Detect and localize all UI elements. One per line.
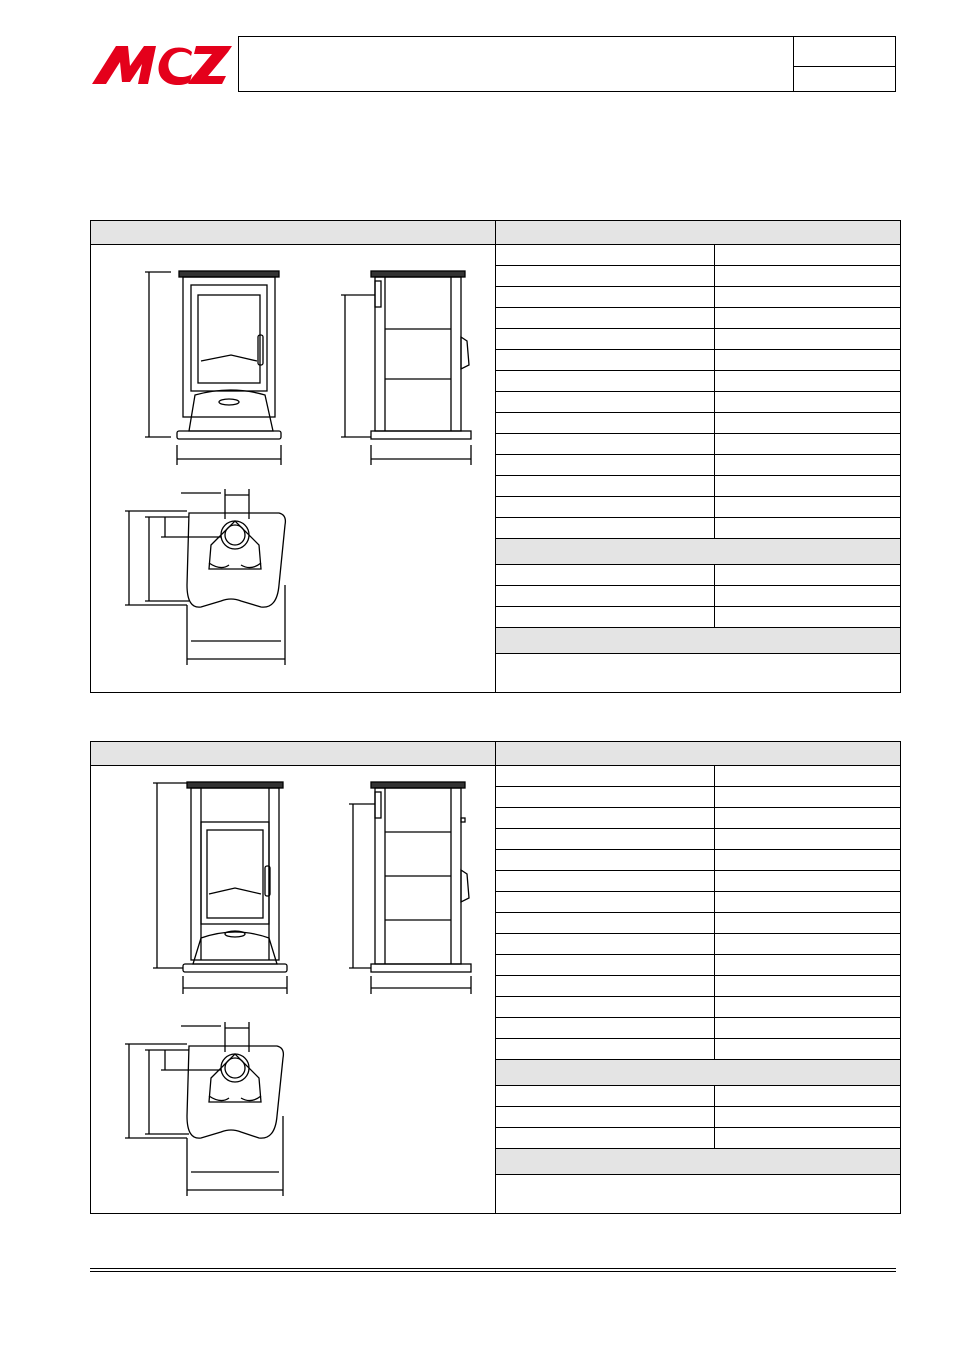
spec-label [496, 413, 715, 433]
drawing-header [91, 221, 496, 245]
spec-table-1 [496, 245, 900, 694]
drawing-header [91, 742, 496, 766]
spec-label [496, 329, 715, 349]
spec-value [715, 607, 900, 633]
spec-row [496, 1107, 900, 1128]
spec-header [496, 742, 900, 766]
logo-text: MCZ [92, 44, 95, 45]
spec-label [496, 371, 715, 391]
spec-label [496, 1039, 715, 1059]
stove-drawing-2 [91, 766, 495, 1214]
spec-label [496, 392, 715, 412]
spec-row [496, 1018, 900, 1039]
spec-label [496, 808, 715, 828]
spec-row [496, 308, 900, 329]
spec-row [496, 1128, 900, 1149]
spec-value [715, 1039, 900, 1065]
spec-row [496, 892, 900, 913]
spec-label [496, 934, 715, 954]
spec-row [496, 350, 900, 371]
header-side-divider [794, 66, 895, 67]
spec-value [715, 518, 900, 544]
spec-row [496, 607, 900, 628]
spec-label [496, 497, 715, 517]
spec-label [496, 476, 715, 496]
stove-drawing-1 [91, 245, 495, 693]
spec-label [496, 787, 715, 807]
spec-row [496, 287, 900, 308]
spec-label [496, 434, 715, 454]
spec-note [496, 654, 900, 694]
spec-label [496, 913, 715, 933]
header-box [238, 36, 896, 92]
spec-label [496, 1018, 715, 1038]
spec-label [496, 287, 715, 307]
spec-row [496, 329, 900, 350]
spec-row [496, 455, 900, 476]
spec-row [496, 434, 900, 455]
spec-row [496, 808, 900, 829]
spec-note [496, 1175, 900, 1215]
header-side-cell [793, 37, 895, 91]
spec-row [496, 518, 900, 539]
spec-label [496, 586, 715, 606]
spec-label [496, 892, 715, 912]
spec-row [496, 565, 900, 586]
spec-row [496, 871, 900, 892]
spec-label [496, 565, 715, 585]
spec-row [496, 1039, 900, 1060]
spec-label [496, 829, 715, 849]
spec-row [496, 850, 900, 871]
spec-label [496, 455, 715, 475]
spec-label [496, 245, 715, 265]
spec-row [496, 766, 900, 787]
spec-label [496, 997, 715, 1017]
mcz-logo [92, 44, 234, 86]
spec-label [496, 1086, 715, 1106]
spec-row [496, 934, 900, 955]
spec-label [496, 607, 715, 627]
spec-row [496, 413, 900, 434]
spec-label [496, 308, 715, 328]
spec-label [496, 850, 715, 870]
spec-row [496, 976, 900, 997]
spec-row [496, 586, 900, 607]
spec-row [496, 997, 900, 1018]
spec-label [496, 350, 715, 370]
spec-header [496, 221, 900, 245]
spec-label [496, 871, 715, 891]
spec-row [496, 955, 900, 976]
spec-label [496, 1107, 715, 1127]
spec-row [496, 787, 900, 808]
spec-label [496, 766, 715, 786]
spec-row [496, 371, 900, 392]
spec-row [496, 476, 900, 497]
spec-row [496, 392, 900, 413]
spec-row [496, 913, 900, 934]
footer-rule [90, 1271, 896, 1272]
product-section-2 [90, 741, 901, 1214]
product-section-1 [90, 220, 901, 693]
spec-label [496, 266, 715, 286]
spec-row [496, 497, 900, 518]
spec-label [496, 976, 715, 996]
spec-value [715, 1128, 900, 1154]
spec-row [496, 245, 900, 266]
spec-row [496, 266, 900, 287]
spec-row [496, 829, 900, 850]
spec-label [496, 518, 715, 538]
spec-label [496, 955, 715, 975]
spec-table-2 [496, 766, 900, 1215]
spec-label [496, 1128, 715, 1148]
spec-row [496, 1086, 900, 1107]
footer-rule [90, 1268, 896, 1269]
